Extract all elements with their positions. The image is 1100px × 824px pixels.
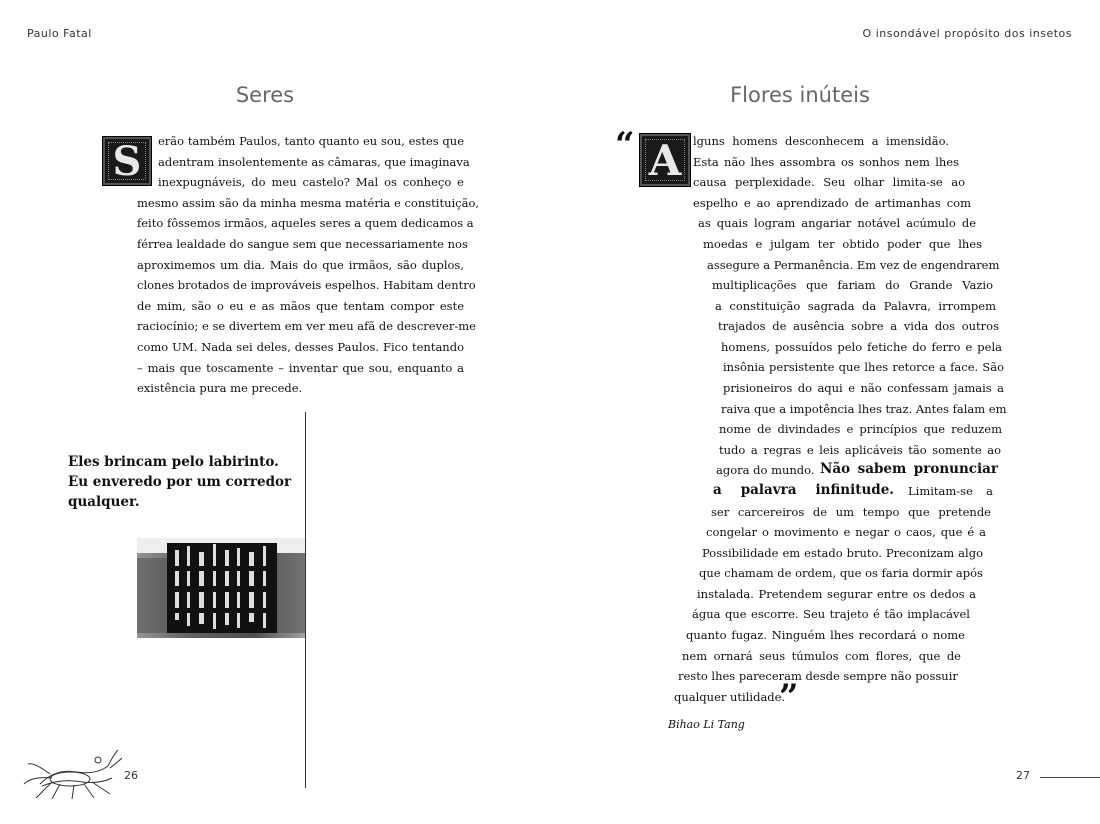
body-line: moedas e julgam ter obtido poder que lhes <box>703 237 982 251</box>
pull-quote-line: Eles brincam pelo labirinto. <box>68 454 279 470</box>
vertical-divider <box>305 412 306 788</box>
body-line: nem ornará seus túmulos com flores, que de <box>682 649 961 663</box>
page-number-right: 27 <box>1016 769 1030 782</box>
body-line: como UM. Nada sei deles, desses Paulos. Fico tentando <box>137 339 464 354</box>
body-line: insônia persistente que lhes retorce a face. São <box>723 360 1004 374</box>
body-line: instalada. Pretendem segurar entre os dedos a <box>697 587 976 601</box>
body-line: férrea lealdade do sangue sem que necessariamente nos <box>137 236 468 251</box>
body-line: de mim, são o eu e as mãos que tentam compor este <box>137 298 464 313</box>
body-line: mesmo assim são da minha mesma matéria e constituição, <box>137 195 480 210</box>
pull-quote-line: qualquer. <box>68 494 140 510</box>
body-line: raciocínio; e se divertem em ver meu afã de descrever-me <box>137 319 476 334</box>
open-quote-mark: “ <box>615 125 635 165</box>
body-line: qualquer utilidade. <box>674 690 786 704</box>
body-line: Esta não lhes assombra os sonhos nem lhes <box>693 155 959 169</box>
body-line: que chamam de ordem, que os faria dormir após <box>699 566 983 580</box>
body-line: aproximemos um dia. Mais do que irmãos, são duplos, <box>137 257 464 272</box>
body-line: prisioneiros do aqui e não confessam jamais a <box>723 381 1004 395</box>
body-line: clones brotados de improváveis espelhos. Habitam dentro <box>137 278 476 293</box>
page-number-left: 26 <box>124 769 138 782</box>
body-line: nome de divindades e princípios que reduzem <box>719 422 1002 436</box>
body-line: ser carcereiros de um tempo que pretende <box>711 505 991 519</box>
body-line: quanto fugaz. Ninguém lhes recordará o nome <box>686 628 965 642</box>
body-line: – mais que toscamente – inventar que sou, enquanto a <box>137 360 464 375</box>
body-line: as quais logram angariar notável acúmulo de <box>698 216 976 230</box>
body-line: erão também Paulos, tanto quanto eu sou, estes que <box>158 134 464 148</box>
author-signature: Bihao Li Tang <box>668 718 745 731</box>
body-line: a constituição sagrada da Palavra, irrompem <box>715 299 996 313</box>
body-line: assegure a Permanência. Em vez de engendrarem <box>707 258 1000 272</box>
body-line: Possibilidade em estado bruto. Preconizam algo <box>702 546 983 560</box>
pull-quote-line: Eu enveredo por um corredor <box>68 474 292 490</box>
body-line: feito fôssemos irmãos, aqueles seres a quem dedicamos a <box>137 216 474 231</box>
running-header-book-title: O insondável propósito dos insetos <box>862 27 1072 40</box>
body-line: adentram insolentemente as câmaras, que imaginava <box>158 154 470 169</box>
body-line: espelho e ao aprendizado de artimanhas com <box>693 196 971 210</box>
running-header-author: Paulo Fatal <box>27 27 92 40</box>
abstract-artwork-image <box>137 538 305 638</box>
close-quote-mark: ” <box>779 677 799 717</box>
body-line: congelar o movimento e negar o caos, que é a <box>706 525 986 539</box>
dropcap-a: A <box>640 134 690 186</box>
body-line: trajados de ausência sobre a vida dos outros <box>718 319 999 333</box>
left-page-body <box>137 131 480 399</box>
page-number-rule <box>1040 777 1100 778</box>
pull-quote <box>68 452 298 512</box>
body-line: resto lhes pareceram desde sempre não possuir <box>678 669 958 683</box>
body-line-emphasis: Não sabem pronunciar <box>820 461 998 477</box>
body-line: raiva que a impotência lhes traz. Antes falam em <box>721 402 1007 416</box>
body-line: multiplicações que fariam do Grande Vazio <box>712 278 993 292</box>
body-line: causa perplexidade. Seu olhar limita-se ao <box>693 175 965 189</box>
body-line: lguns homens desconhecem a imensidão. <box>693 134 949 148</box>
right-page-title: Flores inúteis <box>730 83 870 107</box>
body-line: homens, possuídos pelo fetiche do ferro e pela <box>721 340 1002 354</box>
body-line: inexpugnáveis, do meu castelo? Mal os conheço e <box>158 175 464 190</box>
body-line: existência pura me precede. <box>137 381 303 396</box>
body-line: Limitam-se a <box>908 484 993 498</box>
body-line: água que escorre. Seu trajeto é tão implacável <box>692 607 970 621</box>
left-page-title: Seres <box>235 83 295 107</box>
body-line-emphasis: a palavra infinitude. <box>713 482 894 498</box>
dropcap-s: S <box>103 137 151 185</box>
body-line: tudo a regras e leis aplicáveis tão somente ao <box>719 443 1001 457</box>
insect-drawing-icon <box>22 744 122 800</box>
body-line: agora do mundo. <box>716 463 815 477</box>
